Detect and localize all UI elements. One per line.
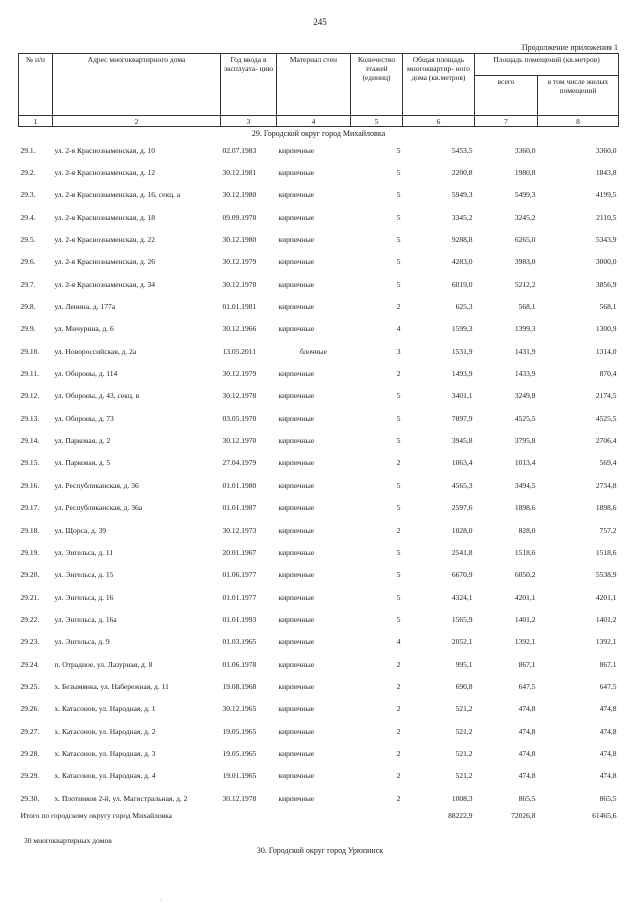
row-total-area: 9288,8 — [451, 235, 473, 245]
row-year: 30.12.1980 — [222, 235, 257, 245]
row-premises-all: 3360,0 — [514, 145, 536, 155]
row-premises-all: 1399,3 — [514, 324, 536, 334]
row-total-area: 1493,9 — [451, 369, 473, 379]
row-address: ул. Энгельса, д. 16а — [54, 614, 117, 624]
row-total-area: 521,2 — [455, 748, 473, 758]
column-number: 2 — [53, 116, 221, 127]
row-year: 03.05.1978 — [222, 413, 257, 423]
row-address: ул. Энгельса, д. 11 — [54, 547, 114, 557]
row-floors: 5 — [396, 212, 401, 222]
row-year: 13.05.2011 — [222, 346, 256, 356]
row-material: кирпичные — [278, 570, 315, 580]
row-address: ул. Республиканская, д. 36 — [54, 480, 139, 490]
column-number: 3 — [221, 116, 277, 127]
row-floors: 2 — [396, 793, 401, 803]
row-premises-all: 1431,9 — [514, 346, 536, 356]
row-number: 29.7. — [20, 279, 36, 289]
row-material: кирпичные — [278, 369, 315, 379]
row-premises-living: 3000,0 — [595, 257, 617, 267]
row-premises-all: 3249,8 — [514, 391, 536, 401]
row-premises-living: 474,8 — [599, 726, 617, 736]
header-total-area: Общая площадь многоквартир- ного дома (кв.метров) — [403, 54, 475, 116]
row-premises-living: 1314,0 — [595, 346, 617, 356]
row-premises-living: 4525,5 — [595, 413, 617, 423]
row-number: 29.22. — [20, 614, 40, 624]
row-floors: 5 — [396, 145, 401, 155]
row-material: кирпичные — [278, 190, 315, 200]
row-address: ул. 2-я Краснознаменская, д. 16, секц. а — [54, 190, 181, 200]
table-row — [19, 653, 619, 675]
row-floors: 5 — [396, 235, 401, 245]
row-total-area: 5949,3 — [451, 190, 473, 200]
row-premises-all: 1401,2 — [514, 614, 536, 624]
row-total-area: 3401,1 — [451, 391, 473, 401]
row-number: 29.24. — [20, 659, 40, 669]
row-year: 30.12.1978 — [222, 391, 257, 401]
table-row — [19, 295, 619, 317]
section-title: 29. Городской округ город Михайловка — [251, 128, 386, 138]
table-row — [19, 541, 619, 563]
table-row — [19, 251, 619, 273]
row-material: кирпичные — [278, 681, 315, 691]
row-floors: 2 — [396, 681, 401, 691]
table-row — [19, 318, 619, 340]
row-total-area: 1063,4 — [451, 458, 473, 468]
row-total-area: 6019,0 — [451, 279, 473, 289]
housing-table — [18, 53, 619, 821]
table-row — [19, 787, 619, 809]
row-premises-living: 4201,1 — [595, 592, 617, 602]
row-year: 30.12.1965 — [222, 704, 257, 714]
row-floors: 5 — [396, 413, 401, 423]
row-total-area: 2597,6 — [451, 503, 473, 513]
row-total-area: 1565,9 — [451, 614, 473, 624]
row-address: ул. Ленина, д. 177а — [54, 302, 116, 312]
row-address: ул. Новороссийская, д. 2а — [54, 346, 137, 356]
row-material: кирпичные — [278, 391, 315, 401]
row-address: ул. Обороны, д. 114 — [54, 369, 118, 379]
row-number: 29.26. — [20, 704, 40, 714]
row-number: 29.21. — [20, 592, 40, 602]
row-floors: 3 — [396, 346, 401, 356]
row-year: 09.09.1978 — [222, 212, 257, 222]
row-year: 01.06.1977 — [222, 570, 257, 580]
row-total-area: 3945,8 — [451, 436, 473, 446]
row-number: 29.27. — [20, 726, 40, 736]
row-premises-living: 474,8 — [599, 748, 617, 758]
row-premises-living: 870,4 — [599, 369, 617, 379]
row-premises-all: 568,1 — [518, 302, 536, 312]
row-total-area: 995,1 — [455, 659, 473, 669]
row-address: ул. 2-я Краснознаменская, д. 12 — [54, 168, 156, 178]
row-address: х. Катасонов, ул. Народная, д. 1 — [54, 704, 156, 714]
row-floors: 5 — [396, 570, 401, 580]
row-material: кирпичные — [278, 279, 315, 289]
row-year: 19.08.1968 — [222, 681, 257, 691]
row-address: ул. Обороны, д. 43, секц. в — [54, 391, 140, 401]
row-material: кирпичные — [278, 793, 315, 803]
row-number: 29.8. — [20, 302, 36, 312]
row-premises-all: 1518,6 — [514, 547, 536, 557]
table-row — [19, 720, 619, 742]
row-premises-living: 569,4 — [599, 458, 617, 468]
row-material: кирпичные — [278, 480, 315, 490]
row-address: х. Плотников 2-й, ул. Магистральная, д. 2 — [54, 793, 188, 803]
row-total-area: 3345,2 — [451, 212, 473, 222]
row-floors: 5 — [396, 391, 401, 401]
row-number: 29.14. — [20, 436, 40, 446]
table-row — [19, 608, 619, 630]
total-sub-label: 30 многоквартирных домов — [24, 836, 112, 845]
row-number: 29.30. — [20, 793, 40, 803]
row-floors: 2 — [396, 369, 401, 379]
row-total-area: 4324,1 — [451, 592, 473, 602]
table-row — [19, 139, 619, 161]
row-address: ул. Обороны, д. 73 — [54, 413, 114, 423]
row-premises-all: 6265,0 — [514, 235, 536, 245]
row-material: кирпичные — [278, 302, 315, 312]
row-premises-all: 867,1 — [518, 659, 536, 669]
table-row — [19, 407, 619, 429]
row-year: 01.06.1978 — [222, 659, 257, 669]
row-number: 29.5. — [20, 235, 36, 245]
header-premises-all: всего — [475, 76, 538, 116]
row-number: 29.18. — [20, 525, 40, 535]
table-row — [19, 385, 619, 407]
row-premises-all: 3795,8 — [514, 436, 536, 446]
row-total-area: 1028,0 — [451, 525, 473, 535]
table-row — [19, 564, 619, 586]
row-number: 29.19. — [20, 547, 40, 557]
row-premises-living: 2734,8 — [595, 480, 617, 490]
row-premises-all: 865,5 — [518, 793, 536, 803]
row-floors: 5 — [396, 614, 401, 624]
row-premises-living: 474,8 — [599, 704, 617, 714]
row-material: кирпичные — [278, 726, 315, 736]
row-material: кирпичные — [278, 503, 315, 513]
row-premises-living: 3360,0 — [595, 145, 617, 155]
row-premises-all: 5499,3 — [514, 190, 536, 200]
row-material: кирпичные — [278, 659, 315, 669]
row-premises-living: 1843,8 — [595, 168, 617, 178]
header-premises-area: Площадь помещений (кв.метров) — [475, 54, 619, 76]
row-floors: 5 — [396, 503, 401, 513]
row-premises-living: 5343,9 — [595, 235, 617, 245]
total-row — [19, 809, 619, 821]
row-year: 20.01.1967 — [222, 547, 257, 557]
row-total-area: 6670,9 — [451, 570, 473, 580]
row-year: 30.12.1978 — [222, 279, 257, 289]
row-total-area: 5453,5 — [451, 145, 473, 155]
column-number: 5 — [351, 116, 403, 127]
table-row — [19, 765, 619, 787]
row-premises-all: 647,5 — [518, 681, 536, 691]
row-premises-all: 3983,0 — [514, 257, 536, 267]
total-area: 88222,9 — [448, 810, 473, 820]
row-address: ул. Парковая, д. 5 — [54, 458, 111, 468]
row-total-area: 521,2 — [455, 771, 473, 781]
row-premises-all: 3245,2 — [514, 212, 536, 222]
row-total-area: 625,3 — [455, 302, 473, 312]
row-premises-living: 568,1 — [599, 302, 617, 312]
row-number: 29.17. — [20, 503, 40, 513]
row-address: ул. 2-я Краснознаменская, д. 34 — [54, 279, 156, 289]
row-premises-all: 474,8 — [518, 704, 536, 714]
row-total-area: 4283,0 — [451, 257, 473, 267]
row-year: 01.01.1977 — [222, 592, 257, 602]
row-total-area: 2200,8 — [451, 168, 473, 178]
row-total-area: 2541,8 — [451, 547, 473, 557]
row-premises-living: 1518,6 — [595, 547, 617, 557]
column-number: 4 — [277, 116, 351, 127]
row-year: 30.12.1978 — [222, 793, 257, 803]
row-address: ул. Парковая, д. 2 — [54, 436, 111, 446]
row-floors: 4 — [396, 324, 401, 334]
row-address: х. Катасонов, ул. Народная, д. 4 — [54, 771, 156, 781]
table-row — [19, 161, 619, 183]
table-row — [19, 452, 619, 474]
row-number: 29.9. — [20, 324, 36, 334]
row-address: ул. 2-я Краснознаменская, д. 10 — [54, 145, 156, 155]
row-floors: 5 — [396, 592, 401, 602]
table-row — [19, 631, 619, 653]
row-floors: 2 — [396, 458, 401, 468]
table-row — [19, 497, 619, 519]
row-year: 19.01.1965 — [222, 771, 257, 781]
row-premises-all: 5212,2 — [514, 279, 536, 289]
row-premises-all: 1433,9 — [514, 369, 536, 379]
row-address: ул. 2-я Краснознаменская, д. 22 — [54, 235, 156, 245]
row-total-area: 690,8 — [455, 681, 473, 691]
table-row — [19, 474, 619, 496]
row-floors: 5 — [396, 190, 401, 200]
row-floors: 2 — [396, 659, 401, 669]
row-year: 01.01.1981 — [222, 302, 257, 312]
row-year: 30.12.1981 — [222, 168, 257, 178]
row-year: 02.07.1983 — [222, 145, 257, 155]
header-material: Материал стен — [277, 54, 351, 116]
row-floors: 5 — [396, 436, 401, 446]
table-row — [19, 184, 619, 206]
row-address: ул. 2-я Краснознаменская, д. 26 — [54, 257, 156, 267]
row-floors: 2 — [396, 748, 401, 758]
row-premises-all: 6050,2 — [514, 570, 536, 580]
next-section-title: 30. Городской округ город Урюпинск — [256, 846, 384, 855]
table-row — [19, 206, 619, 228]
header-year: Год ввода в эксплуата- цию — [221, 54, 277, 116]
row-premises-all: 474,8 — [518, 726, 536, 736]
row-number: 29.6. — [20, 257, 36, 267]
row-floors: 5 — [396, 257, 401, 267]
row-year: 19.05.1965 — [222, 726, 257, 736]
row-premises-living: 474,8 — [599, 771, 617, 781]
row-premises-all: 474,8 — [518, 748, 536, 758]
row-premises-all: 4525,5 — [514, 413, 536, 423]
row-premises-living: 2174,5 — [595, 391, 617, 401]
row-year: 30.12.1966 — [222, 324, 257, 334]
row-premises-living: 2706,4 — [595, 436, 617, 446]
row-number: 29.13. — [20, 413, 40, 423]
row-floors: 4 — [396, 637, 401, 647]
row-address: ул. Энгельса, д. 9 — [54, 637, 110, 647]
row-floors: 2 — [396, 771, 401, 781]
row-floors: 5 — [396, 480, 401, 490]
row-premises-living: 867,1 — [599, 659, 617, 669]
row-address: х. Катасонов, ул. Народная, д. 3 — [54, 748, 156, 758]
column-number: 8 — [538, 116, 619, 127]
header-number: № п/п — [19, 54, 53, 116]
row-material: кирпичные — [278, 748, 315, 758]
row-address: ул. Республиканская, д. 36а — [54, 503, 143, 513]
column-number: 7 — [475, 116, 538, 127]
row-material: кирпичные — [278, 413, 315, 423]
row-year: 30.12.1979 — [222, 369, 257, 379]
row-material: кирпичные — [278, 324, 315, 334]
row-premises-living: 757,2 — [599, 525, 617, 535]
row-premises-living: 5538,9 — [595, 570, 617, 580]
row-number: 29.10. — [20, 346, 40, 356]
continuation-label: Продолжение приложения 1 — [521, 43, 618, 52]
row-address: п. Отрадное, ул. Лазурная, д. 8 — [54, 659, 153, 669]
row-material: кирпичные — [278, 145, 315, 155]
table-row — [19, 362, 619, 384]
row-premises-all: 1898,6 — [514, 503, 536, 513]
row-address: ул. Щорса, д. 39 — [54, 525, 107, 535]
row-year: 30.12.1970 — [222, 436, 257, 446]
row-premises-all: 828,0 — [518, 525, 536, 535]
stray-mark: . — [160, 895, 162, 903]
row-address: ул. Энгельса, д. 16 — [54, 592, 114, 602]
row-floors: 5 — [396, 168, 401, 178]
row-material: блочные — [299, 346, 328, 356]
header-floors: Количество этажей (единиц) — [351, 54, 403, 116]
row-address: ул. Мичурина, д. 6 — [54, 324, 114, 334]
row-floors: 5 — [396, 279, 401, 289]
table-row — [19, 228, 619, 250]
row-premises-living: 1392,1 — [595, 637, 617, 647]
column-number: 1 — [19, 116, 53, 127]
row-address: ул. 2-я Краснознаменская, д. 18 — [54, 212, 156, 222]
header-address: Адрес многоквартирного дома — [53, 54, 221, 116]
table-row — [19, 340, 619, 362]
row-number: 29.2. — [20, 168, 36, 178]
row-premises-all: 1980,8 — [514, 168, 536, 178]
row-material: кирпичные — [278, 704, 315, 714]
row-number: 29.12. — [20, 391, 40, 401]
row-number: 29.23. — [20, 637, 40, 647]
row-floors: 2 — [396, 726, 401, 736]
row-premises-living: 1401,2 — [595, 614, 617, 624]
table-row — [19, 273, 619, 295]
row-year: 30.12.1980 — [222, 190, 257, 200]
table-row — [19, 675, 619, 697]
row-total-area: 521,2 — [455, 726, 473, 736]
row-number: 29.16. — [20, 480, 40, 490]
row-total-area: 7897,9 — [451, 413, 473, 423]
row-material: кирпичные — [278, 637, 315, 647]
row-premises-living: 4199,5 — [595, 190, 617, 200]
total-label: Итого по городскому округу город Михайловка — [20, 810, 172, 820]
row-material: кирпичные — [278, 592, 315, 602]
row-year: 19.05.1965 — [222, 748, 257, 758]
row-material: кирпичные — [278, 212, 315, 222]
row-total-area: 521,2 — [455, 704, 473, 714]
table-row — [19, 742, 619, 764]
row-address: ул. Энгельса, д. 15 — [54, 570, 114, 580]
row-material: кирпичные — [278, 525, 315, 535]
row-year: 01.03.1965 — [222, 637, 257, 647]
row-year: 30.12.1979 — [222, 257, 257, 267]
page-number: 245 — [313, 17, 327, 27]
row-premises-living: 647,5 — [599, 681, 617, 691]
row-premises-living: 865,5 — [599, 793, 617, 803]
row-material: кирпичные — [278, 771, 315, 781]
row-floors: 2 — [396, 525, 401, 535]
row-total-area: 4565,3 — [451, 480, 473, 490]
row-material: кирпичные — [278, 257, 315, 267]
row-year: 27.04.1979 — [222, 458, 257, 468]
row-material: кирпичные — [278, 614, 315, 624]
row-number: 29.20. — [20, 570, 40, 580]
table-row — [19, 519, 619, 541]
row-year: 01.01.1993 — [222, 614, 257, 624]
row-total-area: 2052,1 — [451, 637, 473, 647]
row-material: кирпичные — [278, 235, 315, 245]
row-premises-living: 1898,6 — [595, 503, 617, 513]
column-number: 6 — [403, 116, 475, 127]
row-address: х. Безымянка, ул. Набережная, д. 11 — [54, 681, 169, 691]
total-premises-living: 61465,6 — [592, 810, 617, 820]
row-year: 30.12.1973 — [222, 525, 257, 535]
row-premises-all: 3494,5 — [514, 480, 536, 490]
row-number: 29.25. — [20, 681, 40, 691]
table-row — [19, 698, 619, 720]
row-premises-all: 4201,1 — [514, 592, 536, 602]
row-floors: 2 — [396, 704, 401, 714]
row-number: 29.4. — [20, 212, 36, 222]
row-total-area: 1599,3 — [451, 324, 473, 334]
row-number: 29.15. — [20, 458, 40, 468]
row-premises-all: 1013,4 — [514, 458, 536, 468]
table-row — [19, 429, 619, 451]
header-premises-living: в том числе жилых помещений — [538, 76, 619, 116]
total-premises-all: 72026,8 — [511, 810, 536, 820]
row-address: х. Катасонов, ул. Народная, д. 2 — [54, 726, 156, 736]
row-number: 29.3. — [20, 190, 36, 200]
row-total-area: 1008,3 — [451, 793, 473, 803]
row-material: кирпичные — [278, 436, 315, 446]
row-number: 29.1. — [20, 145, 36, 155]
row-number: 29.28. — [20, 748, 40, 758]
row-year: 01.01.1987 — [222, 503, 257, 513]
row-premises-all: 1392,1 — [514, 637, 536, 647]
row-year: 01.01.1980 — [222, 480, 257, 490]
row-floors: 5 — [396, 547, 401, 557]
table-row — [19, 586, 619, 608]
row-material: кирпичные — [278, 547, 315, 557]
row-number: 29.29. — [20, 771, 40, 781]
row-number: 29.11. — [20, 369, 39, 379]
row-premises-living: 2110,5 — [596, 212, 617, 222]
row-premises-all: 474,8 — [518, 771, 536, 781]
row-premises-living: 1300,9 — [595, 324, 617, 334]
row-floors: 2 — [396, 302, 401, 312]
row-total-area: 1531,9 — [451, 346, 473, 356]
row-material: кирпичные — [278, 168, 315, 178]
row-premises-living: 3856,9 — [595, 279, 617, 289]
row-material: кирпичные — [278, 458, 315, 468]
